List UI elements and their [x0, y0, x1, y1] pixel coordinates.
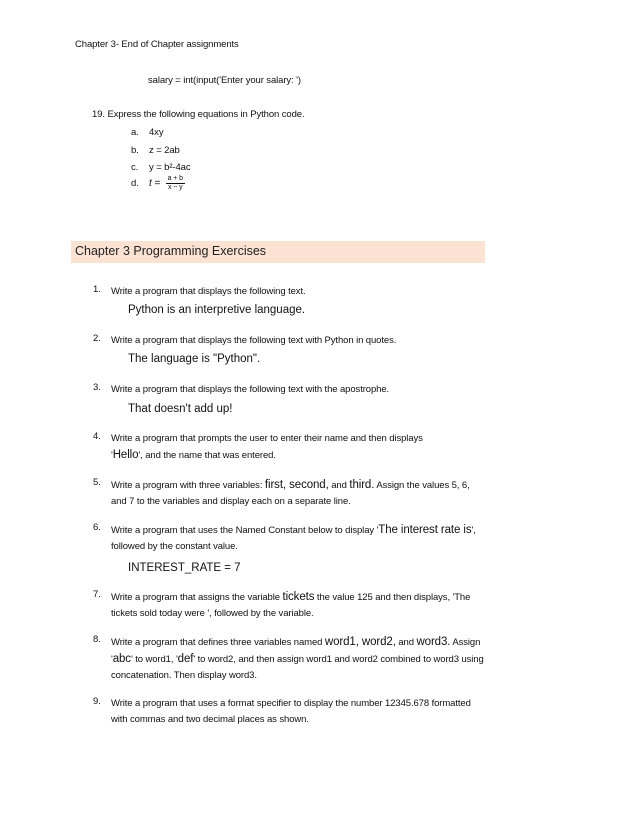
exercise-text: Write a program that prompts the user to enter their name and then displays 'Hello', and the name that was entered.	[111, 433, 423, 461]
page-header: Chapter 3- End of Chapter assignments	[75, 39, 239, 50]
equation-letter: c.	[131, 162, 139, 173]
exercise-number: 7.	[93, 589, 101, 600]
exercise-1-sample: Python is an interpretive language.	[128, 304, 306, 316]
exercise-text: Write a program with three variables: first, second, and third. Assign the values 5, 6, and 7 to the variables and display each on a separate line.	[111, 479, 470, 507]
equation-letter: a.	[131, 127, 139, 138]
fraction	[166, 175, 185, 192]
exercise-number: 5.	[93, 477, 101, 488]
equation-letter: d.	[131, 178, 139, 189]
exercise-text: Write a program that assigns the variable tickets the value 125 and then displays, 'The tickets sold today were ', followed by the variable.	[111, 591, 471, 619]
equation-d	[131, 175, 183, 191]
exercise-number: 2.	[93, 333, 101, 344]
equation-lhs: t =	[149, 178, 161, 190]
question-19	[92, 109, 305, 120]
exercise-6-sample: INTEREST_RATE = 7	[128, 562, 241, 574]
equation-value: 4xy	[149, 127, 164, 138]
fraction-denominator: x − y	[168, 184, 183, 191]
equation-value	[149, 175, 185, 192]
exercise-number: 8.	[93, 634, 101, 645]
section-title: Chapter 3 Programming Exercises	[75, 244, 267, 258]
salary-code-line: salary = int(input('Enter your salary: ')	[148, 75, 301, 86]
section-heading-bar	[71, 241, 485, 263]
exercise-text: Write a program that uses a format specifier to display the number 12345.678 formatted with commas and two decimal places as shown.	[111, 698, 471, 725]
equation-b	[131, 145, 180, 156]
exercise-number: 6.	[93, 522, 101, 533]
exercise-number: 9.	[93, 696, 101, 707]
exercise-number: 1.	[93, 284, 101, 295]
exercise-text: Write a program that displays the following text.	[111, 286, 306, 297]
exercise-text: Write a program that uses the Named Constant below to display 'The interest rate is', followed by the constant value.	[111, 524, 476, 552]
question-19-number: 19.	[92, 109, 105, 120]
exercise-text: Write a program that displays the following text with the apostrophe.	[111, 384, 390, 395]
exercise-number: 3.	[93, 382, 101, 393]
equation-value: z = 2ab	[149, 145, 180, 156]
exercise-text: Write a program that displays the following text with Python in quotes.	[111, 335, 397, 346]
exercise-2-sample: The language is "Python".	[128, 353, 261, 365]
equation-c	[131, 162, 191, 173]
equation-letter: b.	[131, 145, 139, 156]
exercise-text: Write a program that defines three variables named word1, word2, and word3. Assign 'abc' to word1, 'def' to word2, and then assign word1 and word2 combined to word3 using concatenation. Then display word3.	[111, 636, 484, 681]
question-19-text: Express the following equations in Python code.	[107, 109, 305, 120]
fraction-numerator: a + b	[167, 175, 183, 182]
exercise-3-sample: That doesn't add up!	[128, 403, 233, 415]
equation-a	[131, 127, 164, 138]
exercise-number: 4.	[93, 431, 101, 442]
equation-value: y = b²-4ac	[149, 162, 191, 173]
